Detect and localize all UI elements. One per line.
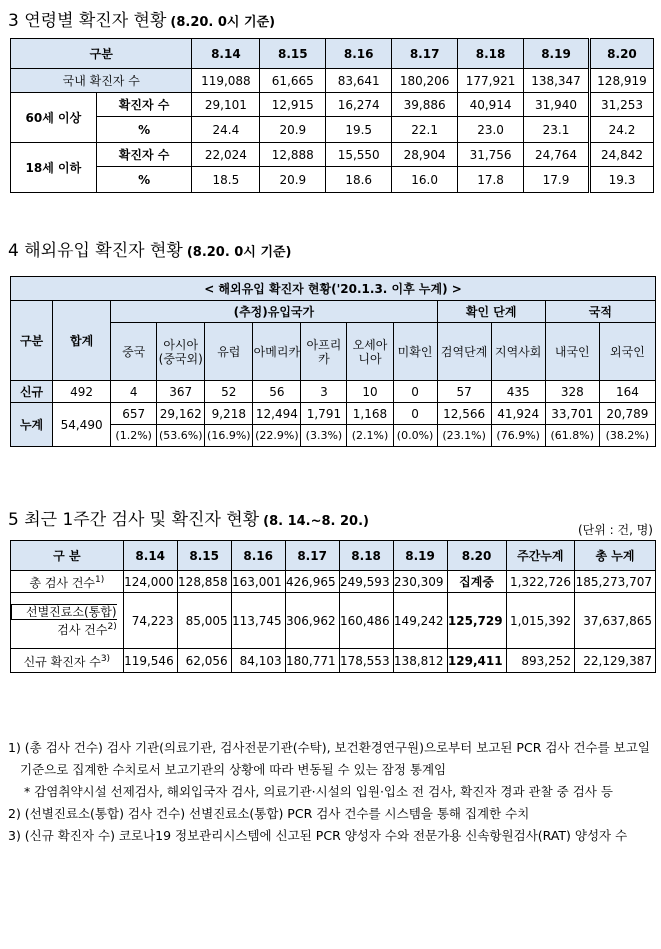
header-date: 8.19 <box>393 541 447 571</box>
cell: 28,904 <box>392 143 458 167</box>
cell: 19.3 <box>589 167 653 193</box>
section3-title-text: 3 연령별 확진자 현황 <box>8 11 167 31</box>
overseas-banner-row <box>11 277 656 301</box>
age18-count-row <box>11 143 654 167</box>
cell: (61.8%) <box>545 425 599 447</box>
weekly-header <box>11 541 656 571</box>
cell: 85,005 <box>177 593 231 649</box>
cell: 138,812 <box>393 649 447 673</box>
header-date: 8.17 <box>392 39 458 69</box>
cell: 16.0 <box>392 167 458 193</box>
cell: 61,665 <box>260 69 326 93</box>
footnote-ref: 2) <box>107 622 117 632</box>
cell: 41,924 <box>491 403 545 425</box>
cell: 12,915 <box>260 93 326 117</box>
cell: 31,253 <box>589 93 653 117</box>
footnotes <box>8 737 656 847</box>
cell: 15,550 <box>326 143 392 167</box>
domestic-label: 국내 확진자 수 <box>11 69 192 93</box>
col-header: 중국 <box>111 323 157 381</box>
header-date: 8.14 <box>192 39 260 69</box>
footnote-1: 1) (총 검사 건수) 검사 기관(의료기관, 검사전문기관(수탁), 보건환경연구원)으로부터 보고된 PCR 검사 건수를 보고일 기준으로 집계한 수치로서 보고기관의 상황에 따라 변동될 수 있는 잠정 통계임 <box>8 740 650 777</box>
cell: 24.4 <box>192 117 260 143</box>
cell: 1,168 <box>347 403 393 425</box>
section3-subtitle: (8.20. 0시 기준) <box>170 15 276 30</box>
screening-row <box>11 593 656 649</box>
age60-pct-row <box>11 117 654 143</box>
header-total-sum: 총 누계 <box>575 541 656 571</box>
cell: (53.6%) <box>157 425 205 447</box>
cell: 163,001 <box>231 571 285 593</box>
col-header: 지역사회 <box>491 323 545 381</box>
cell: 39,886 <box>392 93 458 117</box>
col-total: 합계 <box>53 301 111 381</box>
cell: 4 <box>111 381 157 403</box>
cell: 18.6 <box>326 167 392 193</box>
cell: 22,024 <box>192 143 260 167</box>
col-header: 유럽 <box>205 323 253 381</box>
cell: 1,791 <box>301 403 347 425</box>
header-date: 8.15 <box>260 39 326 69</box>
count-label: 확진자 수 <box>96 143 192 167</box>
cell: 367 <box>157 381 205 403</box>
footnote-3: 3) (신규 확진자 수) 코로나19 정보관리시스템에 신고된 PCR 양성자 수와 전문가용 신속항원검사(RAT) 양성자 수 <box>8 828 628 843</box>
cell: 149,242 <box>393 593 447 649</box>
header-gubun: 구 분 <box>11 541 124 571</box>
overseas-table <box>10 276 656 447</box>
footnote-ref: 3) <box>100 654 111 664</box>
age18-label: 18세 이하 <box>11 143 97 193</box>
cell: (3.3%) <box>301 425 347 447</box>
tests-label <box>11 571 124 593</box>
cell: 128,919 <box>589 69 653 93</box>
cell: 492 <box>53 381 111 403</box>
overseas-new-row <box>11 381 656 403</box>
cell: 17.8 <box>458 167 524 193</box>
cell: 12,566 <box>437 403 491 425</box>
cell: 31,756 <box>458 143 524 167</box>
new-label: 신규 <box>11 381 53 403</box>
cell: 20,789 <box>599 403 655 425</box>
footnote-2: 2) (선별진료소(통합) 검사 건수) 선별진료소(통합) PCR 검사 건수를 시스템을 통해 집계한 수치 <box>8 806 530 821</box>
cell: (1.2%) <box>111 425 157 447</box>
cell: 12,494 <box>253 403 301 425</box>
cell: 83,641 <box>326 69 392 93</box>
age60-label: 60세 이상 <box>11 93 97 143</box>
cell: 180,206 <box>392 69 458 93</box>
col-header: 오세아니아 <box>347 323 393 381</box>
cell: 22,129,387 <box>575 649 656 673</box>
header-date: 8.15 <box>177 541 231 571</box>
cell: 125,729 <box>447 593 506 649</box>
cell: 0 <box>393 403 437 425</box>
col-header: 아메리카 <box>253 323 301 381</box>
domestic-row <box>11 69 654 93</box>
cell: 426,965 <box>285 571 339 593</box>
age60-count-row <box>11 93 654 117</box>
cell: 124,000 <box>123 571 177 593</box>
cell: 1,322,726 <box>506 571 574 593</box>
cell: 24,842 <box>589 143 653 167</box>
cell: 1,015,392 <box>506 593 574 649</box>
cell: 328 <box>545 381 599 403</box>
cell: 0 <box>393 381 437 403</box>
cell: 16,274 <box>326 93 392 117</box>
cell: 249,593 <box>339 571 393 593</box>
pct-label: % <box>96 167 192 193</box>
cell: 24,764 <box>524 143 590 167</box>
cell: 177,921 <box>458 69 524 93</box>
age-table-header <box>11 39 654 69</box>
unit-label: (단위 : 건, 명) <box>577 523 653 537</box>
cell: (38.2%) <box>599 425 655 447</box>
footnote-1b: * 감염취약시설 선제검사, 해외입국자 검사, 의료기관·시설의 입원·입소 전 검사, 확진자 경과 관찰 중 검사 등 <box>24 784 613 799</box>
cell: (23.1%) <box>437 425 491 447</box>
cell: 306,962 <box>285 593 339 649</box>
cell-pending: 집계중 <box>447 571 506 593</box>
cell: 84,103 <box>231 649 285 673</box>
section5-title <box>8 505 369 530</box>
cell: (2.1%) <box>347 425 393 447</box>
cum-total: 54,490 <box>53 403 111 447</box>
cell: 18.5 <box>192 167 260 193</box>
cell: 160,486 <box>339 593 393 649</box>
cell: 435 <box>491 381 545 403</box>
cell: 29,101 <box>192 93 260 117</box>
section4-subtitle: (8.20. 0시 기준) <box>186 245 292 260</box>
header-date: 8.18 <box>458 39 524 69</box>
header-date: 8.20 <box>447 541 506 571</box>
cell: 129,411 <box>447 649 506 673</box>
col-header: 아시아(중국외) <box>157 323 205 381</box>
overseas-cum-row <box>11 403 656 425</box>
section4-title-text: 4 해외유입 확진자 현황 <box>8 241 183 261</box>
screening-label-b: 검사 건수 <box>57 623 108 637</box>
col-gubun: 구분 <box>11 301 53 381</box>
cell: 138,347 <box>524 69 590 93</box>
pct-label: % <box>96 117 192 143</box>
cell: 24.2 <box>589 117 653 143</box>
screening-label-a: 선별진료소(통합) <box>11 604 117 620</box>
cell: 12,888 <box>260 143 326 167</box>
cell: 17.9 <box>524 167 590 193</box>
section4-title <box>8 236 292 261</box>
cell: 40,914 <box>458 93 524 117</box>
cell: 178,553 <box>339 649 393 673</box>
cell: 29,162 <box>157 403 205 425</box>
cell: (16.9%) <box>205 425 253 447</box>
cell: 185,273,707 <box>575 571 656 593</box>
section5-subtitle: (8. 14.~8. 20.) <box>263 514 369 529</box>
header-date: 8.18 <box>339 541 393 571</box>
cell: (22.9%) <box>253 425 301 447</box>
cell: 23.0 <box>458 117 524 143</box>
cell: 10 <box>347 381 393 403</box>
overseas-group-header <box>11 301 656 323</box>
header-date: 8.14 <box>123 541 177 571</box>
confirmed-row <box>11 649 656 673</box>
count-label: 확진자 수 <box>96 93 192 117</box>
col-header: 내국인 <box>545 323 599 381</box>
cum-label: 누계 <box>11 403 53 447</box>
col-group-nationality: 국적 <box>545 301 655 323</box>
confirmed-label <box>11 649 124 673</box>
cell: 119,546 <box>123 649 177 673</box>
header-gubun: 구분 <box>11 39 192 69</box>
col-group-stage: 확인 단계 <box>437 301 545 323</box>
section3-title <box>8 6 275 31</box>
cell: 57 <box>437 381 491 403</box>
cell: 20.9 <box>260 167 326 193</box>
screening-label <box>11 593 124 649</box>
header-date: 8.16 <box>326 39 392 69</box>
cell: 230,309 <box>393 571 447 593</box>
cell: 128,858 <box>177 571 231 593</box>
header-date: 8.17 <box>285 541 339 571</box>
col-header: 아프리카 <box>301 323 347 381</box>
cell: 180,771 <box>285 649 339 673</box>
col-header: 외국인 <box>599 323 655 381</box>
cell: (76.9%) <box>491 425 545 447</box>
cell: 37,637,865 <box>575 593 656 649</box>
col-header: 검역단계 <box>437 323 491 381</box>
cell: (0.0%) <box>393 425 437 447</box>
cell: 62,056 <box>177 649 231 673</box>
cell: 31,940 <box>524 93 590 117</box>
screening-label-b-wrap <box>11 620 117 637</box>
confirmed-label-text: 신규 확진자 수 <box>23 655 101 669</box>
tests-row <box>11 571 656 593</box>
cell: 52 <box>205 381 253 403</box>
header-date: 8.16 <box>231 541 285 571</box>
cell: 119,088 <box>192 69 260 93</box>
col-group-country: (추정)유입국가 <box>111 301 437 323</box>
cell: 893,252 <box>506 649 574 673</box>
cell: 657 <box>111 403 157 425</box>
header-date: 8.19 <box>524 39 590 69</box>
header-weekly-sum: 주간누계 <box>506 541 574 571</box>
cell: 20.9 <box>260 117 326 143</box>
cell: 23.1 <box>524 117 590 143</box>
age-table <box>10 38 654 193</box>
tests-label-text: 총 검사 건수 <box>29 576 96 590</box>
section5-title-text: 5 최근 1주간 검사 및 확진자 현황 <box>8 510 260 530</box>
overseas-banner: < 해외유입 확진자 현황('20.1.3. 이후 누계) > <box>11 277 656 301</box>
cell: 56 <box>253 381 301 403</box>
cell: 113,745 <box>231 593 285 649</box>
col-header: 미확인 <box>393 323 437 381</box>
cell: 164 <box>599 381 655 403</box>
cell: 74,223 <box>123 593 177 649</box>
age18-pct-row <box>11 167 654 193</box>
footnote-ref: 1) <box>95 575 105 585</box>
cell: 3 <box>301 381 347 403</box>
cell: 33,701 <box>545 403 599 425</box>
cell: 22.1 <box>392 117 458 143</box>
cell: 9,218 <box>205 403 253 425</box>
cell: 19.5 <box>326 117 392 143</box>
weekly-table <box>10 540 656 673</box>
header-date: 8.20 <box>589 39 653 69</box>
